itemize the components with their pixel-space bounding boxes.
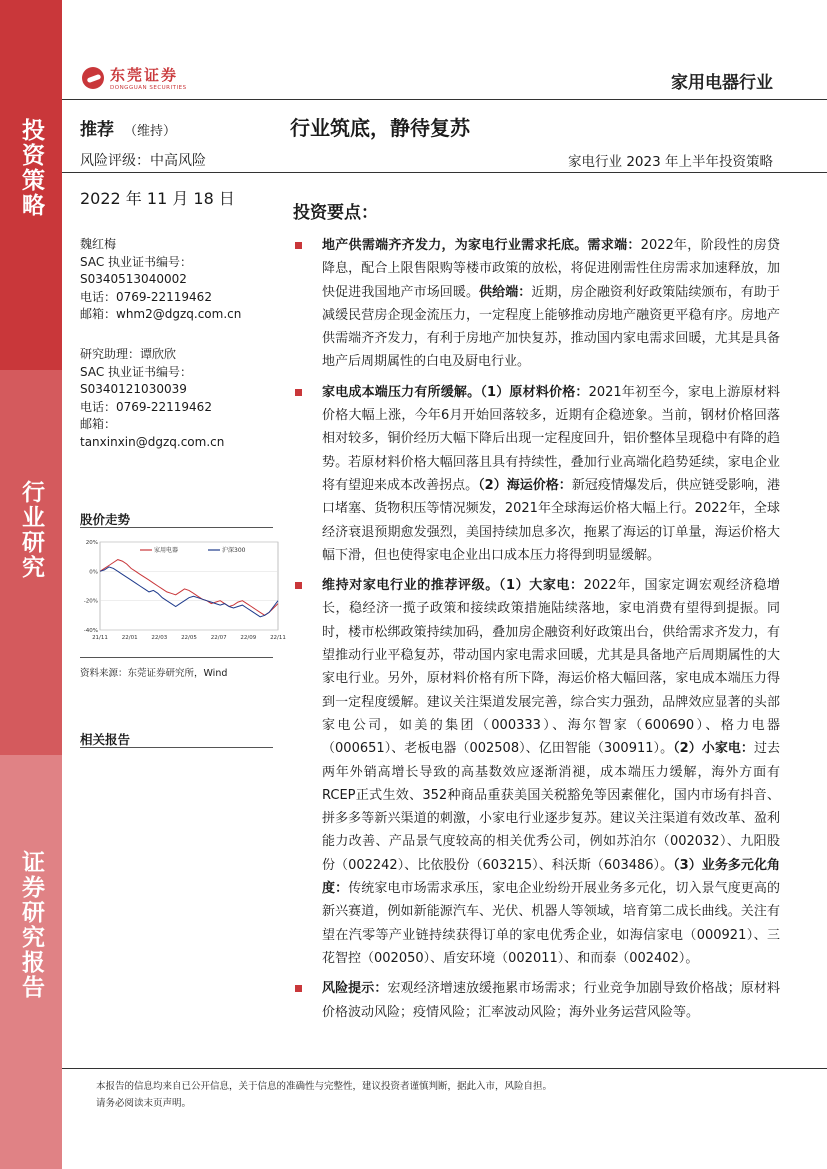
rating bbox=[80, 115, 176, 140]
analyst-line: SAC 执业证书编号： bbox=[80, 254, 193, 269]
sidebar-label: 证券研究报告 bbox=[18, 850, 44, 1000]
y-tick-label: -20% bbox=[83, 598, 98, 605]
brand-name-cn: 东莞证券 bbox=[110, 66, 179, 84]
report-title: 行业筑底，静待复苏 bbox=[290, 116, 470, 140]
analyst-email[interactable]: tanxinxin@dgzq.com.cn bbox=[80, 434, 225, 449]
left-sidebar bbox=[0, 0, 62, 1169]
key-point-text: 近期，房企融资利好政策陆续颁布，有助于减缓民营房企现金流压力，一定程度上能够推动房地产融资更平稳有序。房地产供需端齐齐发力，有利于房地产加快复苏，推动国内家电需求回暖，尤其是具备地产后周期属性的白电及厨电行业。 bbox=[322, 284, 780, 370]
header-divider bbox=[62, 99, 827, 100]
report-date: 2022 年 11 月 18 日 bbox=[80, 189, 235, 208]
analyst-line: S0340513040002 bbox=[80, 272, 187, 286]
series-line-1 bbox=[100, 567, 278, 617]
footer-disclaimer bbox=[96, 1078, 716, 1112]
chart-section-title: 股价走势 bbox=[80, 512, 131, 527]
key-point-heading: 家电成本端压力有所缓解。（1）原材料价格： bbox=[322, 384, 589, 400]
risk-level: 风险评级：中高风险 bbox=[80, 153, 206, 169]
report-subtitle: 家电行业 2023 年上半年投资策略 bbox=[568, 154, 773, 170]
sidebar-label: 投资策略 bbox=[18, 118, 44, 218]
chart-source: 资料来源：东莞证券研究所，Wind bbox=[80, 668, 228, 679]
assistant-info bbox=[80, 346, 224, 451]
analyst-line: S0340121030039 bbox=[80, 382, 187, 396]
x-tick-label: 21/11 bbox=[92, 635, 108, 641]
x-tick-label: 22/03 bbox=[151, 635, 168, 641]
analyst-line: 研究助理：谭欣欣 bbox=[80, 347, 177, 361]
subtitle-divider bbox=[62, 172, 827, 173]
key-point-text: 2022年，国家定调宏观经济稳增长，稳经济一揽子政策和接续政策措施陆续落地，家电消费有望得到提振。同时，楼市松绑政策持续加码，叠加房企融资利好政策出台，供给需求齐发力，有望推动行业平稳复苏，带动国内家电需求回暖，尤其是具备地产后周期属性的大家电行业。另外，原材料价格有所下降，海运价格大幅回落，家电成本端压力得到一定程度缓解。建议关注渠道发展完善，综合实力强劲，品牌效应显著的头部家电公司，如美的集团（000333）、海尔智家（600690）、格力电器（000651）、老板电器（002508）、亿田智能（300911）。 bbox=[322, 578, 781, 757]
key-point-heading: 风险提示： bbox=[322, 981, 388, 997]
key-point bbox=[294, 381, 780, 567]
key-points-title: 投资要点： bbox=[293, 203, 378, 223]
key-point bbox=[294, 234, 780, 374]
analyst-info bbox=[80, 236, 241, 324]
sidebar-section-strategy bbox=[0, 0, 62, 370]
key-point-heading: （2）海运价格： bbox=[478, 477, 572, 493]
x-tick-label: 22/05 bbox=[181, 635, 197, 641]
plot-frame bbox=[100, 542, 278, 630]
key-point-text: 新冠疫情爆发后，供应链受影响，港口堵塞、货物积压等情况频发，2021年全球海运价格大幅上行。2022年，全球经济衰退预期愈发强烈，美国持续加息多次，拖累了海运的订单量，海运价格大幅下滑，但也使得家电企业出口成本压力将得到明显缓解。 bbox=[322, 477, 780, 563]
key-point bbox=[294, 574, 780, 970]
y-tick-label: 20% bbox=[85, 540, 98, 546]
analyst-email[interactable]: 邮箱：whm2@dgzq.com.cn bbox=[80, 307, 242, 321]
logo-mark-icon bbox=[82, 67, 104, 89]
chart-divider bbox=[80, 527, 273, 528]
x-tick-label: 22/11 bbox=[270, 635, 286, 641]
sidebar-section-report bbox=[0, 755, 62, 1169]
legend-label: 沪深300 bbox=[222, 547, 246, 554]
analyst-line: 电话：0769-22119462 bbox=[80, 289, 212, 304]
analyst-line: 电话：0769-22119462 bbox=[80, 399, 212, 414]
key-point-text: 过去两年外销高增长导致的高基数效应逐渐消褪，成本端压力缓解，海外方面有RCEP正式生效、352种商品重获美国关税豁免等因素催化，国内市场有抖音、拼多多等新兴渠道的刺激，小家电行业逐步复苏。建议关注渠道有效改革、盈利能力改善、产品景气度较高的相关优秀公司，例如苏泊尔（002032）、九阳股份（002242）、比依股份（603215）、科沃斯（603486）。 bbox=[322, 741, 780, 873]
x-tick-label: 22/07 bbox=[210, 635, 227, 641]
y-tick-label: 0% bbox=[89, 569, 98, 576]
key-points-list bbox=[294, 234, 780, 1031]
chart-bottom-divider bbox=[80, 657, 273, 658]
key-point-heading: （2）小家电： bbox=[673, 741, 754, 757]
disclaimer-line: 本报告的信息均来自已公开信息，关于信息的准确性与完整性，建议投资者谨慎判断，据此入市，风险自担。 bbox=[96, 1081, 553, 1092]
analyst-line: 邮箱： bbox=[80, 417, 117, 431]
disclaimer-line: 请务必阅读末页声明。 bbox=[96, 1098, 192, 1109]
key-point-heading: （3）业务多元化角度： bbox=[322, 857, 780, 897]
key-point-heading: 地产供需端齐齐发力，为家电行业需求托底。需求端： bbox=[322, 238, 641, 253]
sidebar-label: 行业研究 bbox=[18, 480, 44, 580]
key-point-text: 2022年，阶段性的房贷降息，配合上限售限购等楼市政策的放松，将促进刚需性住房需求加速释放，加快促进我国地产市场回暖。 bbox=[322, 238, 780, 300]
rating-value: 推荐 bbox=[80, 120, 114, 140]
key-point bbox=[294, 977, 780, 1024]
key-point-heading: 维持对家电行业的推荐评级。（1）大家电： bbox=[322, 578, 584, 594]
brand-logo bbox=[82, 64, 187, 91]
rating-note: （维持） bbox=[124, 124, 177, 139]
y-tick-label: -40% bbox=[83, 628, 98, 634]
key-point-heading: 供给端： bbox=[479, 284, 532, 300]
brand-name-en: DONGGUAN SECURITIES bbox=[110, 85, 187, 91]
key-point-text: 宏观经济增速放缓拖累市场需求；行业竞争加剧导致价格战；原材料价格波动风险；疫情风险；汇率波动风险；海外业务运营风险等。 bbox=[322, 981, 780, 1020]
series-line-0 bbox=[100, 560, 278, 616]
analyst-line: 魏红梅 bbox=[80, 237, 117, 251]
key-point-text: 2021年初至今，家电上游原材料价格大幅上涨，今年6月开始回落较多，近期有企稳迹象。当前，钢材价格回落相对较多，铜价经历大幅下降后出现一定程度回升，铝价整体呈现稳中有降的趋势。若原材料价格大幅回落且具有持续性，叠加行业高端化趋势延续，家电企业将有望迎来成本改善拐点。 bbox=[322, 384, 780, 493]
related-divider bbox=[80, 747, 273, 748]
analyst-line: SAC 执业证书编号： bbox=[80, 364, 193, 379]
industry-label: 家用电器行业 bbox=[671, 73, 773, 93]
footer-divider bbox=[62, 1068, 827, 1069]
x-tick-label: 22/09 bbox=[240, 635, 257, 641]
key-point-text: 传统家电市场需求承压，家电企业纷纷开展业务多元化，切入景气度更高的新兴赛道，例如新能源汽车、光伏、机器人等领域，培育第二成长曲线。关注有望在汽零等产业链持续获得订单的家电优秀企业，如海信家电（000921）、三花智控（002050）、盾安环境（002011）、和而泰（002402）。 bbox=[322, 881, 780, 966]
sidebar-section-industry bbox=[0, 370, 62, 755]
x-tick-label: 22/01 bbox=[121, 635, 138, 641]
legend-label: 家用电器 bbox=[154, 547, 179, 554]
related-reports-title: 相关报告 bbox=[80, 732, 131, 747]
stock-price-chart bbox=[80, 530, 286, 645]
